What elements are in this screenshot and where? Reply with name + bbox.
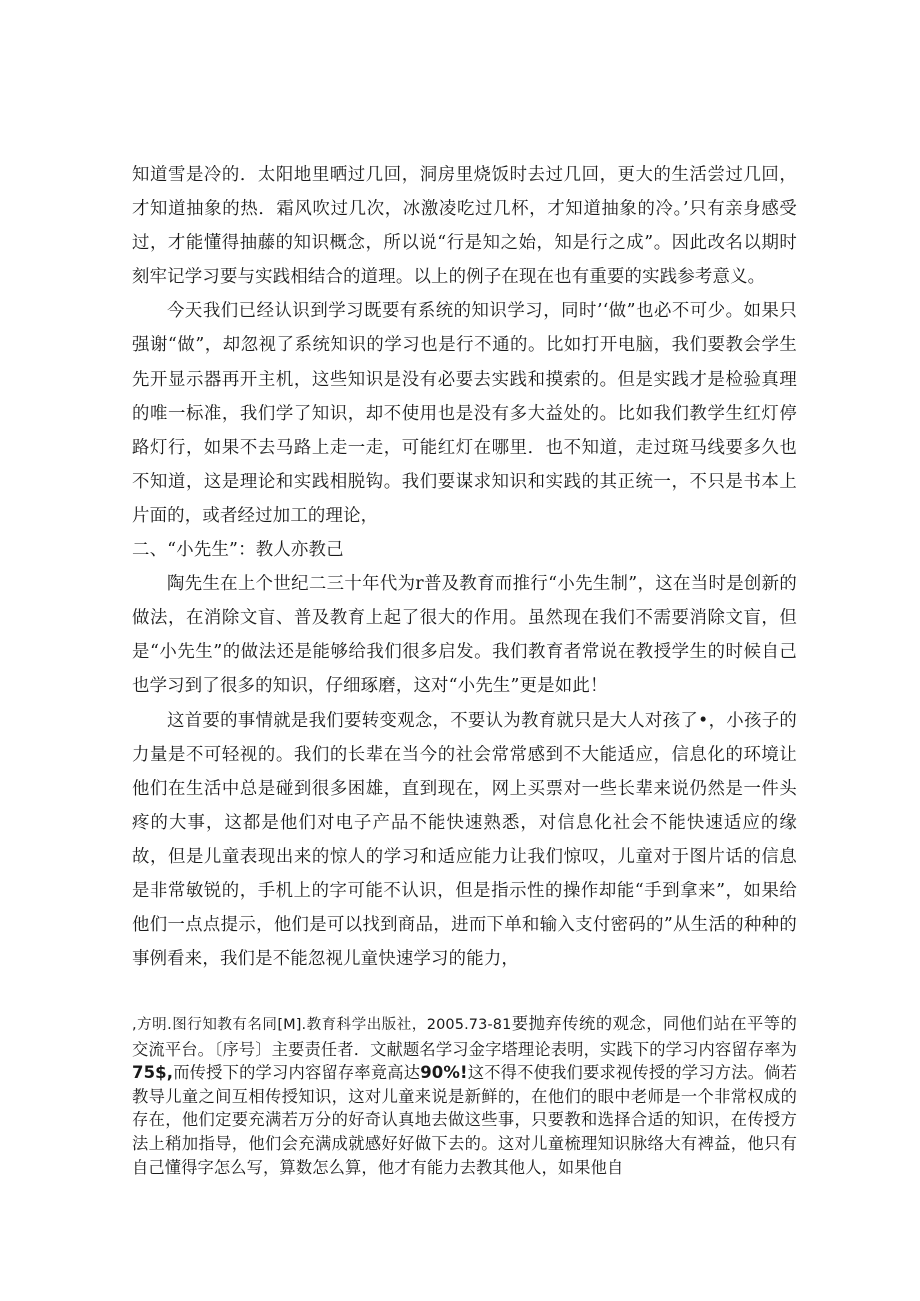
paragraph-1: 知道雪是冷的．太阳地里晒过几回，洞房里烧饭时去过几回，更大的生活尝过几回，才知道抽象的热．霜风吹过几次，冰激凌吃过几杯，才知道抽象的冷。’只有亲身感受过，才能懂得抽藤的知识概念，所以说“行是知之始，知是行之成”。因此改名以期时刻牢记学习要与实践相结合的道理。以上的例子在现在也有重要的实践参考意义。 [132, 165, 797, 288]
paragraph-3: 陶先生在上个世纪二三十年代为r普及教育而推行“小先生制”，这在当时是创新的做法，在消除文盲、普及教育上起了很大的作用。虽然现在我们不需要消除文盲，但是“小先生”的做法还是能够给我们很多启发。我们教育者常说在教授学生的时候自己也学习到了很多的知识，仔细琢磨，这对“小先生”更是如此！ [132, 574, 797, 697]
reference-citation: ,方明.图行知教有名同[M].教育科学出版社，2005.73-81 [132, 1017, 512, 1033]
footnote-text-3: 这不得不使我们要求视传授的学习方法。倘若教导儿童之间互相传授知识，这对儿童来说是新鲜的，在他们的眼中老师是一个非常权成的存在，他们定要充满若万分的好奇认真地去做这些事，只要教和选择合适的知识，在传授方法上稍加指导，他们会充满成就感好好做下去的。这对儿童梳理知识脉络大有裨益，他只有自己懂得字怎么写，算数怎么算，他才有能力去教其他人，如果他自 [132, 1063, 797, 1177]
main-body [132, 158, 797, 976]
paragraph-2: 今天我们已经认识到学习既要有系统的知识学习，同时’‘做”也必不可少。如果只强谢“做”，却忽视了系统知识的学习也是行不通的。比如打开电脑，我们要教会学生先开显示器再开主机，这些知识是没有必要去实践和摸索的。但是实践才是检验真理的唯一标准，我们学了知识，却不使用也是没有多大益处的。比如我们教学生红灯停路灯行，如果不去马路上走一走，可能红灯在哪里．也不知道，走过斑马线要多久也不知道，这是理论和实践相脱钩。我们要谋求知识和实践的其正统一，不只是书本上片面的，或者经过加工的理论， [132, 301, 797, 526]
paragraph-4: 这首要的事情就是我们要转变观念，不要认为教育就只是大人对孩了•，小孩子的力量是不可轻视的。我们的长辈在当今的社会常常感到不大能适应，信息化的环境让他们在生活中总是碰到很多困雄，直到现在，网上买票对一些长辈来说仍然是一件头疼的大事，这都是他们对电子产品不能快速熟悉，对信息化社会不能快速适应的缘故，但是儿童表现出来的惊人的学习和适应能力让我们惊叹，儿童对于图片话的信息是非常敏锐的，手机上的字可能不认识，但是指示性的操作却能“手到拿来”，如果给他们一点点提示，他们是可以找到商品，进而下单和输入支付密码的”从生活的种种的事例看来，我们是不能忽视儿童快速学习的能力， [132, 710, 797, 970]
footnote-block [132, 1012, 797, 1179]
footnote-paragraph [132, 1012, 797, 1179]
retention-rate-practice: 75$, [132, 1063, 174, 1083]
footnote-text-1: 要抛弃传统的观念，同他们站在平等的交流平台。〔序号〕主要责任者．文献题名学习金字塔理论表明，实践下的学习内容留存率为 [132, 1014, 797, 1059]
section-heading: 二、“小先生”：教人亦教己 [132, 540, 344, 561]
retention-rate-teaching: 90%! [420, 1063, 468, 1083]
footnote-text-2: 而传授下的学习内容留存率竟高达 [173, 1063, 421, 1083]
